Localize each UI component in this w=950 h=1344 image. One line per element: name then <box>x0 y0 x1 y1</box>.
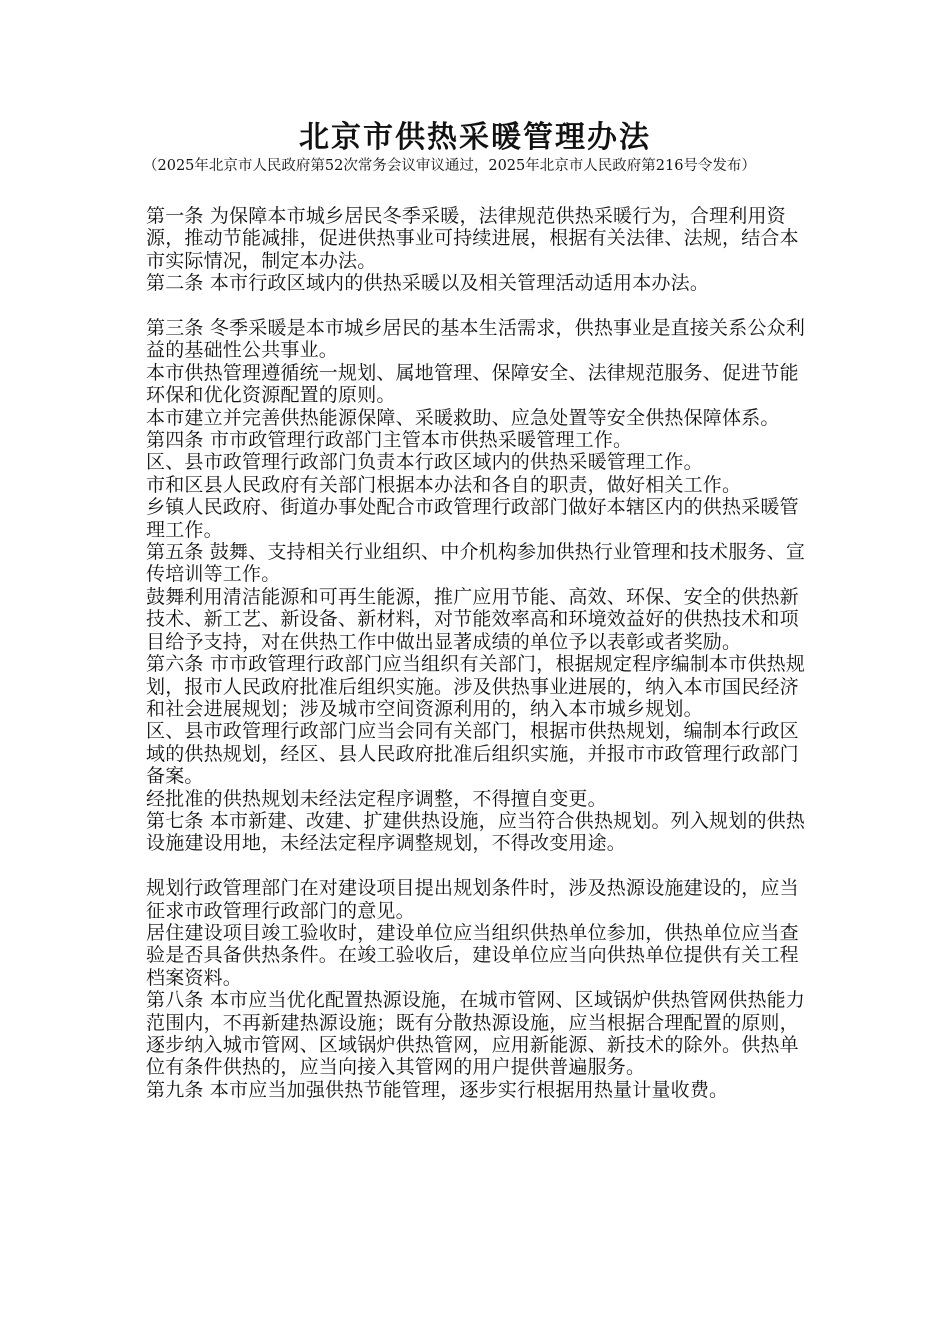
paragraph: 第五条 鼓舞、支持相关行业组织、中介机构参加供热行业管理和技术服务、宣传培训等工作。 <box>146 541 806 586</box>
paragraph: 乡镇人民政府、街道办事处配合市政管理行政部门做好本辖区内的供热采暖管理工作。 <box>146 496 799 541</box>
paragraph: 第七条 本市新建、改建、扩建供热设施，应当符合供热规划。列入规划的供热设施建设用地，未经法定程序调整规划，不得改变用途。 <box>146 809 806 855</box>
paragraph: 第二条 本市行政区域内的供热采暖以及相关管理活动适用本办法。 <box>146 272 710 295</box>
document-title: 北京市供热采暖管理办法 <box>299 120 651 155</box>
paragraph: 第六条 市市政管理行政部门应当组织有关部门，根据规定程序编制本市供热规划，报市人民政府批准后组织实施。涉及供热事业进展的，纳入本市国民经济和社会进展规划；涉及城市空间资源利用的，纳入本市城乡规划。 <box>146 653 806 720</box>
paragraph: 区、县市政管理行政部门应当会同有关部门，根据市供热规划，编制本行政区域的供热规划，经区、县人民政府批准后组织实施，并报市市政管理行政部门备案。 <box>146 720 799 788</box>
document-subtitle: （2025年北京市人民政府第52次常务会议审议通过，2025年北京市人民政府第216号令发布） <box>143 158 756 174</box>
paragraph: 经批准的供热规划未经法定程序调整，不得擅自变更。 <box>146 787 607 810</box>
paragraph: 鼓舞利用清洁能源和可再生能源，推广应用节能、高效、环保、安全的供热新技术、新工艺、新设备、新材料，对节能效率高和环境效益好的供热技术和项目给予支持，对在供热工作中做出显著成绩的单位予以表彰或者奖励。 <box>146 585 799 653</box>
paragraph: 区、县市政管理行政部门负责本行政区域内的供热采暖管理工作。 <box>146 451 703 474</box>
paragraph: 规划行政管理部门在对建设项目提出规划条件时，涉及热源设施建设的，应当征求市政管理行政部门的意见。 <box>146 877 799 922</box>
paragraph: 第九条 本市应当加强供热节能管理，逐步实行根据用热量计量收费。 <box>146 1078 729 1101</box>
document-body <box>146 205 814 1101</box>
paragraph: 第四条 市市政管理行政部门主管本市供热采暖管理工作。 <box>146 429 633 452</box>
paragraph: 市和区县人民政府有关部门根据本办法和各自的职责，做好相关工作。 <box>146 473 742 496</box>
paragraph: 本市建立并完善供热能源保障、采暖救助、应急处置等安全供热保障体系。 <box>146 406 780 429</box>
paragraph: 第一条 为保障本市城乡居民冬季采暖，法律规范供热采暖行为，合理利用资源，推动节能减排，促进供热事业可持续进展，根据有关法律、法规，结合本市实际情况，制定本办法。 <box>146 205 799 272</box>
paragraph: 第八条 本市应当优化配置热源设施，在城市管网、区域锅炉供热管网供热能力范围内，不再新建热源设施；既有分散热源设施，应当根据合理配置的原则，逐步纳入城市管网、区域锅炉供热管网，应用新能源、新技术的除外。供热单位有条件供热的，应当向接入其管网的用户提供普遍服务。 <box>146 989 806 1079</box>
paragraph: 第三条 冬季采暖是本市城乡居民的基本生活需求，供热事业是直接关系公众利益的基础性公共事业。 <box>146 317 806 362</box>
paragraph: 居住建设项目竣工验收时，建设单位应当组织供热单位参加，供热单位应当查验是否具备供热条件。在竣工验收后，建设单位应当向供热单位提供有关工程档案资料。 <box>146 921 799 989</box>
paragraph: 本市供热管理遵循统一规划、属地管理、保障安全、法律规范服务、促进节能环保和优化资源配置的原则。 <box>146 361 799 407</box>
